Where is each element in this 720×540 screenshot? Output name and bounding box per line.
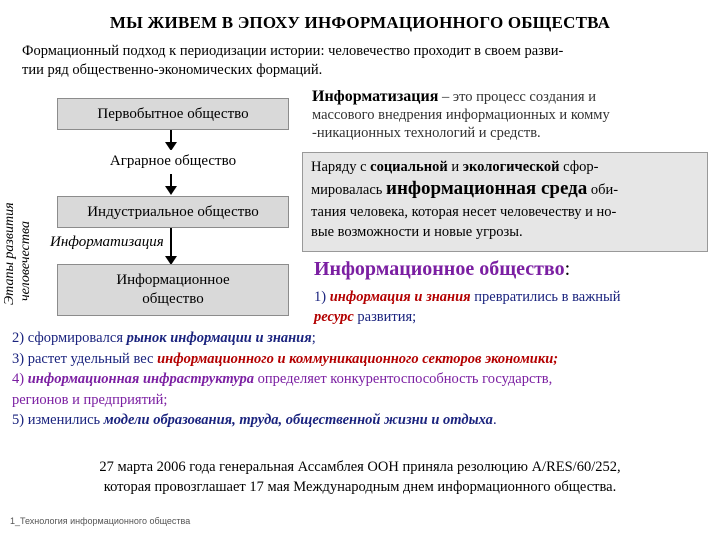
info-society-heading <box>314 258 570 281</box>
item-1-num: 1) <box>314 289 330 305</box>
stage-box-primitive <box>57 98 289 130</box>
item-3-em: информационного и коммуникационного секторов экономики; <box>157 350 559 367</box>
informatization-definition <box>312 88 712 142</box>
item-5-end: . <box>492 412 497 428</box>
info-society-item-4 <box>12 369 718 390</box>
stage-box-information-line-2: общество <box>142 291 204 307</box>
panel-ecological: экологической <box>462 159 560 175</box>
stage-box-agrarian-label: Аграрное общество <box>109 153 237 169</box>
item-4-line-2: регионов и предприятий; <box>12 391 168 408</box>
informatization-def-1: – это процесс создания и <box>438 89 596 105</box>
slide-footer: 1_Технология информационного общества <box>10 516 191 526</box>
info-society-items <box>12 328 718 431</box>
stage-box-industrial <box>57 196 289 228</box>
panel-text-6: вые возможности и новые угрозы. <box>311 224 523 240</box>
informatization-term: Информатизация <box>312 88 439 105</box>
stage-box-industrial-label: Индустриальное общество <box>87 204 259 220</box>
resolution-line-2: которая провозглашает 17 мая Международным днем информационного общества. <box>103 479 617 495</box>
intro-line-2: тии ряд общественно-экономических формаций. <box>22 62 323 78</box>
item-1-em2: ресурс <box>314 309 354 325</box>
information-environment-panel <box>302 152 708 252</box>
panel-text-2: сфор- <box>559 159 599 175</box>
panel-text-3: мировалась <box>311 182 386 198</box>
info-society-colon: : <box>564 258 571 280</box>
stage-box-primitive-label: Первобытное общество <box>97 106 249 122</box>
stages-vertical-label <box>2 202 34 305</box>
item-4-rest: определяет конкурентоспособность государств, <box>254 371 553 387</box>
panel-text-1: Наряду с <box>311 159 371 175</box>
informatization-def-2: массового внедрения информационных и комму <box>312 107 610 123</box>
item-5-em: модели образования, труда, общественной жизни и отдыха <box>103 412 493 428</box>
item-1-rest: превратились в важный <box>470 289 621 305</box>
item-2-end: ; <box>311 330 316 346</box>
panel-info-environment: информационная среда <box>386 178 588 199</box>
un-resolution <box>0 457 720 497</box>
item-4-em: информационная инфраструктура <box>27 371 255 387</box>
item-2-num: 2) сформировался <box>12 330 127 346</box>
panel-and: и <box>447 159 463 175</box>
item-4-num: 4) <box>12 371 28 387</box>
info-society-heading-text: Информационное общество <box>314 258 565 280</box>
info-society-item-1 <box>314 287 714 327</box>
item-1-em: информация и знания <box>329 289 471 305</box>
item-2-em: рынок информации и знания <box>126 330 312 346</box>
informatization-def-3: -никационных технологий и средств. <box>312 125 541 141</box>
resolution-line-1: 27 марта 2006 года генеральная Ассамблея ООН приняла резолюцию A/RES/60/252, <box>99 459 621 475</box>
intro-line-1: Формационный подход к периодизации истории: человечество проходит в своем разви- <box>22 43 564 59</box>
intro-text <box>22 42 712 80</box>
arrow-3-line <box>170 228 172 258</box>
info-society-item-3 <box>12 349 718 370</box>
informatization-arrow-label: Информатизация <box>50 234 164 250</box>
stage-box-information-line-1: Информационное <box>116 272 230 288</box>
item-1-end: развития; <box>353 309 417 325</box>
arrow-2-head <box>165 186 177 195</box>
item-5-num: 5) изменились <box>12 412 104 428</box>
info-society-item-5 <box>12 410 718 431</box>
stage-box-information <box>57 264 289 316</box>
page-title: МЫ ЖИВЕМ В ЭПОХУ ИНФОРМАЦИОННОГО ОБЩЕСТВА <box>109 13 611 32</box>
panel-text-5: тания человека, которая несет человечеству и но- <box>311 204 617 220</box>
vertical-label-line-2: человечества <box>18 221 33 301</box>
panel-text-4: оби- <box>587 182 619 198</box>
panel-social: социальной <box>370 159 448 175</box>
vertical-label-line-1: Этапы развития <box>2 202 17 305</box>
stage-box-agrarian <box>57 150 289 174</box>
item-3-num: 3) растет удельный вес <box>12 350 158 367</box>
info-society-item-2 <box>12 328 718 349</box>
